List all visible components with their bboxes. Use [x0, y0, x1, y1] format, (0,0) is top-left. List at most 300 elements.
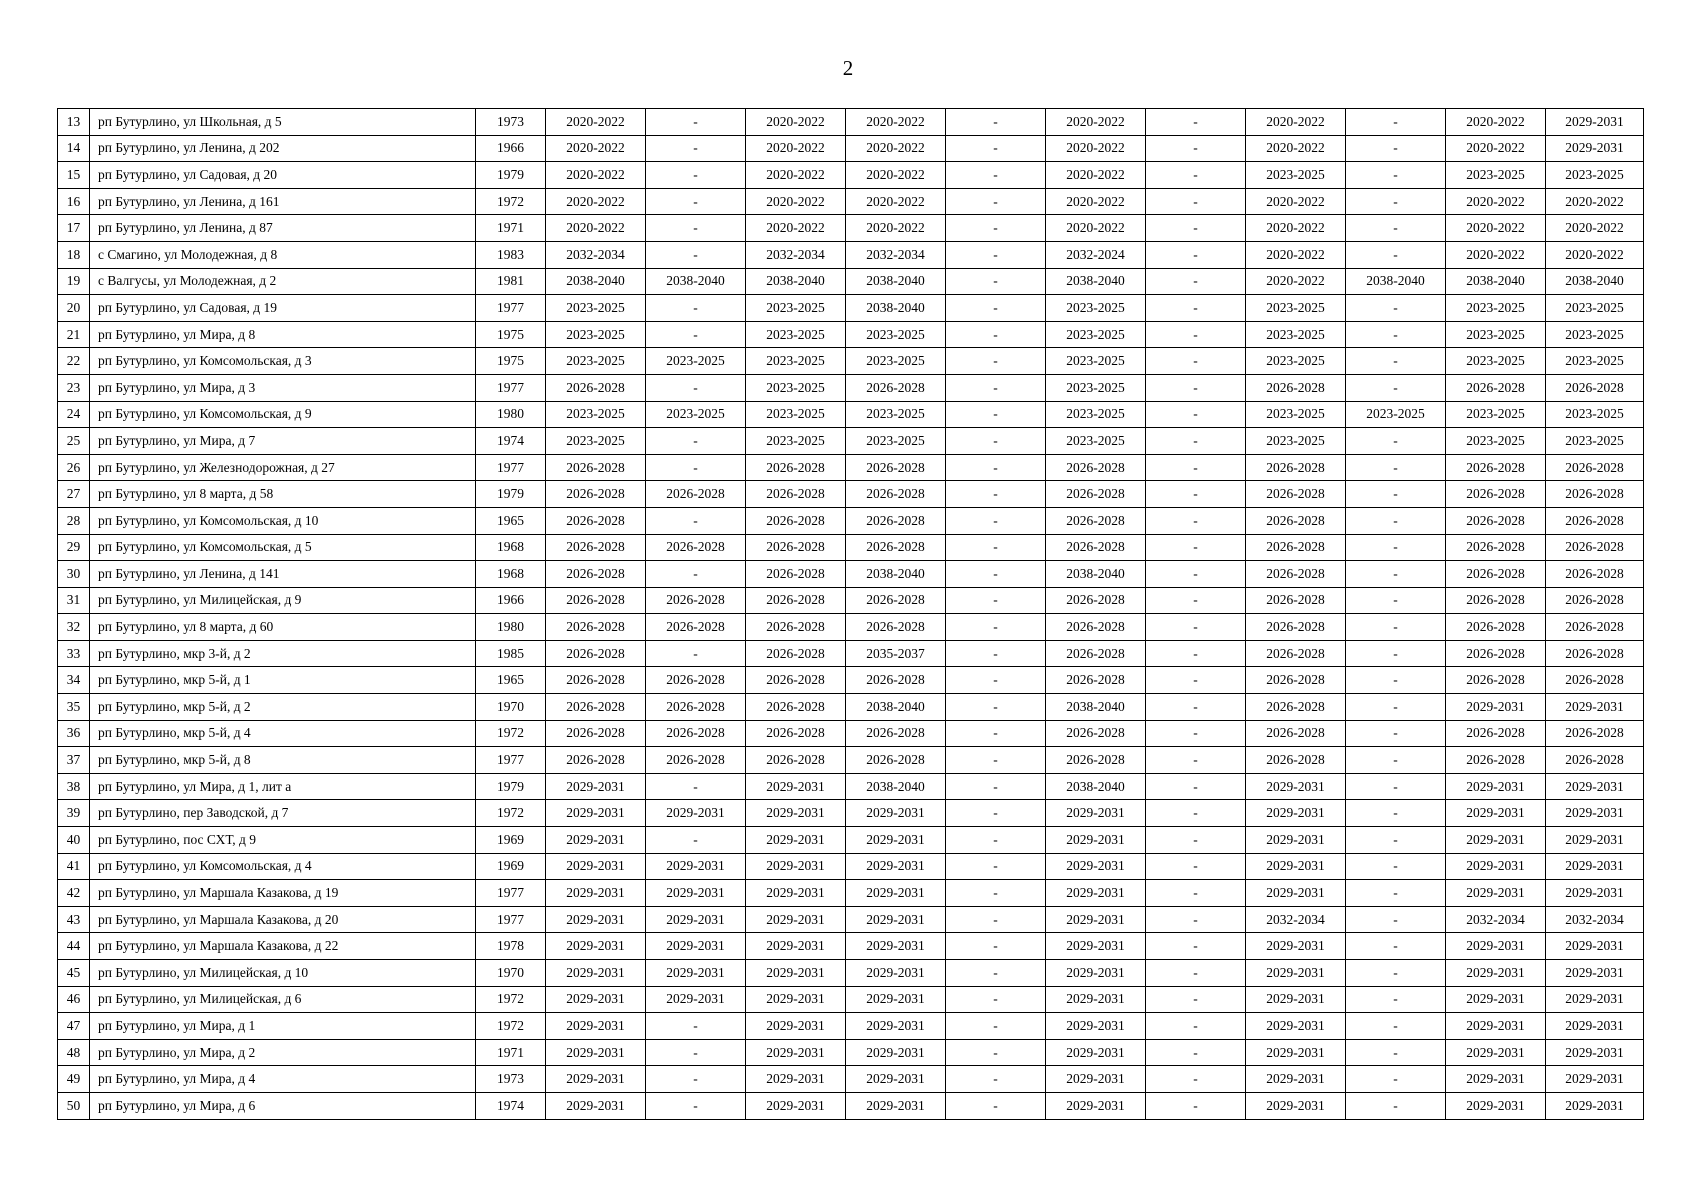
cell-year-built: 1969 [476, 853, 546, 880]
cell-period-11: 2023-2025 [1546, 401, 1644, 428]
cell-address: рп Бутурлино, ул Мира, д 1 [90, 1013, 476, 1040]
cell-period-1: 2029-2031 [546, 1066, 646, 1093]
cell-period-11: 2029-2031 [1546, 1092, 1644, 1119]
cell-period-10: 2038-2040 [1446, 268, 1546, 295]
cell-period-11: 2023-2025 [1546, 295, 1644, 322]
cell-period-7: - [1146, 986, 1246, 1013]
cell-period-8: 2032-2034 [1246, 906, 1346, 933]
cell-period-5: - [946, 481, 1046, 508]
cell-period-7: - [1146, 933, 1246, 960]
cell-period-8: 2023-2025 [1246, 295, 1346, 322]
cell-period-5: - [946, 1039, 1046, 1066]
cell-period-6: 2026-2028 [1046, 587, 1146, 614]
cell-period-2: 2026-2028 [646, 667, 746, 694]
cell-period-5: - [946, 109, 1046, 136]
cell-period-9: - [1346, 1039, 1446, 1066]
cell-period-1: 2020-2022 [546, 215, 646, 242]
cell-period-7: - [1146, 960, 1246, 987]
cell-period-3: 2029-2031 [746, 1092, 846, 1119]
cell-period-3: 2020-2022 [746, 135, 846, 162]
cell-period-7: - [1146, 454, 1246, 481]
cell-period-7: - [1146, 694, 1246, 721]
table-row [58, 241, 1644, 268]
cell-period-2: - [646, 640, 746, 667]
cell-period-5: - [946, 667, 1046, 694]
cell-period-9: - [1346, 933, 1446, 960]
cell-year-built: 1972 [476, 986, 546, 1013]
cell-row-number: 45 [58, 960, 90, 987]
cell-address: рп Бутурлино, ул Маршала Казакова, д 19 [90, 880, 476, 907]
cell-period-2: 2029-2031 [646, 800, 746, 827]
cell-period-2: - [646, 827, 746, 854]
cell-period-4: 2026-2028 [846, 667, 946, 694]
cell-row-number: 46 [58, 986, 90, 1013]
cell-period-5: - [946, 188, 1046, 215]
cell-period-1: 2026-2028 [546, 454, 646, 481]
cell-period-6: 2029-2031 [1046, 880, 1146, 907]
table-row [58, 986, 1644, 1013]
cell-period-1: 2026-2028 [546, 720, 646, 747]
cell-period-6: 2026-2028 [1046, 747, 1146, 774]
cell-period-6: 2029-2031 [1046, 1039, 1146, 1066]
cell-period-8: 2026-2028 [1246, 534, 1346, 561]
cell-row-number: 27 [58, 481, 90, 508]
cell-period-11: 2023-2025 [1546, 162, 1644, 189]
cell-row-number: 30 [58, 561, 90, 588]
cell-period-4: 2026-2028 [846, 720, 946, 747]
cell-period-10: 2026-2028 [1446, 640, 1546, 667]
cell-period-1: 2020-2022 [546, 135, 646, 162]
cell-period-1: 2026-2028 [546, 747, 646, 774]
cell-period-10: 2026-2028 [1446, 454, 1546, 481]
cell-period-1: 2020-2022 [546, 109, 646, 136]
cell-year-built: 1975 [476, 348, 546, 375]
cell-period-1: 2029-2031 [546, 853, 646, 880]
cell-period-9: - [1346, 162, 1446, 189]
cell-address: рп Бутурлино, мкр 5-й, д 4 [90, 720, 476, 747]
cell-year-built: 1968 [476, 534, 546, 561]
cell-row-number: 31 [58, 587, 90, 614]
cell-period-3: 2029-2031 [746, 1013, 846, 1040]
cell-period-9: - [1346, 295, 1446, 322]
cell-period-3: 2026-2028 [746, 454, 846, 481]
cell-row-number: 39 [58, 800, 90, 827]
cell-year-built: 1978 [476, 933, 546, 960]
cell-period-2: - [646, 428, 746, 455]
cell-row-number: 24 [58, 401, 90, 428]
cell-period-3: 2029-2031 [746, 986, 846, 1013]
cell-period-11: 2029-2031 [1546, 986, 1644, 1013]
cell-period-9: - [1346, 773, 1446, 800]
cell-period-10: 2020-2022 [1446, 241, 1546, 268]
cell-period-10: 2026-2028 [1446, 587, 1546, 614]
table-row [58, 587, 1644, 614]
cell-period-2: - [646, 321, 746, 348]
table-row [58, 428, 1644, 455]
cell-period-9: - [1346, 109, 1446, 136]
cell-period-4: 2038-2040 [846, 295, 946, 322]
cell-period-2: - [646, 109, 746, 136]
cell-period-11: 2023-2025 [1546, 428, 1644, 455]
cell-row-number: 18 [58, 241, 90, 268]
cell-period-5: - [946, 561, 1046, 588]
cell-period-1: 2026-2028 [546, 561, 646, 588]
cell-period-4: 2029-2031 [846, 986, 946, 1013]
cell-period-8: 2023-2025 [1246, 401, 1346, 428]
cell-period-10: 2026-2028 [1446, 720, 1546, 747]
cell-period-9: - [1346, 614, 1446, 641]
cell-period-6: 2023-2025 [1046, 321, 1146, 348]
cell-period-11: 2029-2031 [1546, 1013, 1644, 1040]
cell-period-4: 2029-2031 [846, 827, 946, 854]
cell-row-number: 26 [58, 454, 90, 481]
cell-period-11: 2026-2028 [1546, 640, 1644, 667]
cell-period-5: - [946, 268, 1046, 295]
cell-period-9: - [1346, 188, 1446, 215]
cell-period-5: - [946, 374, 1046, 401]
cell-period-2: - [646, 188, 746, 215]
cell-period-10: 2023-2025 [1446, 162, 1546, 189]
cell-period-11: 2026-2028 [1546, 747, 1644, 774]
cell-period-5: - [946, 587, 1046, 614]
cell-period-11: 2026-2028 [1546, 667, 1644, 694]
cell-period-8: 2026-2028 [1246, 720, 1346, 747]
cell-period-7: - [1146, 401, 1246, 428]
cell-period-11: 2029-2031 [1546, 853, 1644, 880]
cell-address: рп Бутурлино, ул Мира, д 6 [90, 1092, 476, 1119]
cell-period-8: 2029-2031 [1246, 1066, 1346, 1093]
cell-period-1: 2023-2025 [546, 401, 646, 428]
cell-period-7: - [1146, 827, 1246, 854]
cell-row-number: 23 [58, 374, 90, 401]
cell-period-2: - [646, 507, 746, 534]
cell-period-5: - [946, 906, 1046, 933]
cell-period-8: 2026-2028 [1246, 747, 1346, 774]
cell-year-built: 1985 [476, 640, 546, 667]
cell-period-5: - [946, 135, 1046, 162]
cell-period-6: 2029-2031 [1046, 986, 1146, 1013]
cell-period-2: 2029-2031 [646, 933, 746, 960]
cell-period-3: 2023-2025 [746, 374, 846, 401]
cell-period-3: 2038-2040 [746, 268, 846, 295]
cell-period-2: 2029-2031 [646, 960, 746, 987]
cell-period-6: 2020-2022 [1046, 109, 1146, 136]
cell-period-1: 2020-2022 [546, 188, 646, 215]
cell-period-2: - [646, 773, 746, 800]
cell-period-7: - [1146, 667, 1246, 694]
cell-period-2: 2026-2028 [646, 587, 746, 614]
cell-year-built: 1972 [476, 1013, 546, 1040]
cell-period-7: - [1146, 428, 1246, 455]
cell-period-4: 2026-2028 [846, 454, 946, 481]
cell-period-3: 2029-2031 [746, 880, 846, 907]
cell-period-6: 2026-2028 [1046, 507, 1146, 534]
cell-period-7: - [1146, 348, 1246, 375]
cell-period-3: 2026-2028 [746, 694, 846, 721]
cell-period-3: 2026-2028 [746, 587, 846, 614]
cell-period-10: 2026-2028 [1446, 374, 1546, 401]
cell-period-1: 2029-2031 [546, 1092, 646, 1119]
cell-address: рп Бутурлино, ул Ленина, д 87 [90, 215, 476, 242]
cell-row-number: 40 [58, 827, 90, 854]
cell-period-10: 2020-2022 [1446, 215, 1546, 242]
cell-period-2: 2026-2028 [646, 614, 746, 641]
cell-period-4: 2032-2034 [846, 241, 946, 268]
cell-period-3: 2029-2031 [746, 960, 846, 987]
cell-row-number: 35 [58, 694, 90, 721]
cell-period-6: 2023-2025 [1046, 374, 1146, 401]
cell-period-6: 2026-2028 [1046, 614, 1146, 641]
cell-period-7: - [1146, 773, 1246, 800]
cell-period-7: - [1146, 241, 1246, 268]
cell-period-4: 2029-2031 [846, 1092, 946, 1119]
cell-row-number: 32 [58, 614, 90, 641]
cell-period-3: 2029-2031 [746, 827, 846, 854]
cell-period-5: - [946, 1013, 1046, 1040]
cell-period-2: 2023-2025 [646, 401, 746, 428]
cell-period-10: 2023-2025 [1446, 295, 1546, 322]
cell-period-7: - [1146, 188, 1246, 215]
cell-period-1: 2023-2025 [546, 321, 646, 348]
cell-period-8: 2020-2022 [1246, 188, 1346, 215]
cell-period-4: 2029-2031 [846, 933, 946, 960]
cell-period-7: - [1146, 321, 1246, 348]
cell-period-9: - [1346, 880, 1446, 907]
cell-period-10: 2029-2031 [1446, 1013, 1546, 1040]
cell-year-built: 1965 [476, 507, 546, 534]
cell-period-8: 2020-2022 [1246, 215, 1346, 242]
cell-period-3: 2029-2031 [746, 906, 846, 933]
cell-row-number: 16 [58, 188, 90, 215]
cell-period-4: 2020-2022 [846, 135, 946, 162]
cell-row-number: 13 [58, 109, 90, 136]
cell-row-number: 15 [58, 162, 90, 189]
cell-period-6: 2038-2040 [1046, 773, 1146, 800]
cell-period-2: 2026-2028 [646, 694, 746, 721]
cell-period-6: 2026-2028 [1046, 640, 1146, 667]
cell-period-11: 2020-2022 [1546, 188, 1644, 215]
cell-period-3: 2029-2031 [746, 1039, 846, 1066]
cell-period-7: - [1146, 268, 1246, 295]
cell-address: рп Бутурлино, ул Садовая, д 19 [90, 295, 476, 322]
cell-period-4: 2029-2031 [846, 800, 946, 827]
cell-period-2: 2029-2031 [646, 906, 746, 933]
cell-period-2: - [646, 454, 746, 481]
cell-address: с Смагино, ул Молодежная, д 8 [90, 241, 476, 268]
cell-year-built: 1975 [476, 321, 546, 348]
cell-year-built: 1973 [476, 1066, 546, 1093]
cell-period-4: 2029-2031 [846, 1066, 946, 1093]
cell-period-10: 2029-2031 [1446, 1066, 1546, 1093]
cell-row-number: 14 [58, 135, 90, 162]
cell-period-5: - [946, 215, 1046, 242]
cell-period-8: 2026-2028 [1246, 374, 1346, 401]
table-row [58, 109, 1644, 136]
cell-period-1: 2023-2025 [546, 348, 646, 375]
cell-period-8: 2029-2031 [1246, 1039, 1346, 1066]
cell-period-3: 2029-2031 [746, 800, 846, 827]
table-row [58, 667, 1644, 694]
cell-period-3: 2023-2025 [746, 321, 846, 348]
cell-year-built: 1965 [476, 667, 546, 694]
cell-address: рп Бутурлино, ул Ленина, д 161 [90, 188, 476, 215]
cell-period-10: 2026-2028 [1446, 667, 1546, 694]
page-number: 2 [842, 56, 854, 80]
cell-period-4: 2023-2025 [846, 428, 946, 455]
cell-period-8: 2026-2028 [1246, 481, 1346, 508]
cell-period-11: 2020-2022 [1546, 241, 1644, 268]
cell-period-2: 2023-2025 [646, 348, 746, 375]
cell-period-4: 2026-2028 [846, 481, 946, 508]
cell-period-1: 2026-2028 [546, 667, 646, 694]
cell-year-built: 1979 [476, 481, 546, 508]
cell-period-5: - [946, 880, 1046, 907]
cell-period-5: - [946, 1066, 1046, 1093]
table-row [58, 1013, 1644, 1040]
cell-period-7: - [1146, 1039, 1246, 1066]
table-row [58, 348, 1644, 375]
cell-year-built: 1979 [476, 773, 546, 800]
cell-period-2: 2029-2031 [646, 880, 746, 907]
table-row [58, 827, 1644, 854]
cell-period-6: 2023-2025 [1046, 295, 1146, 322]
table-row [58, 481, 1644, 508]
cell-period-4: 2038-2040 [846, 561, 946, 588]
cell-period-3: 2026-2028 [746, 640, 846, 667]
cell-period-1: 2029-2031 [546, 986, 646, 1013]
cell-period-8: 2023-2025 [1246, 162, 1346, 189]
table-body [58, 109, 1644, 1120]
cell-period-1: 2026-2028 [546, 534, 646, 561]
cell-period-3: 2026-2028 [746, 481, 846, 508]
cell-period-4: 2038-2040 [846, 773, 946, 800]
cell-year-built: 1970 [476, 694, 546, 721]
cell-period-11: 2026-2028 [1546, 374, 1644, 401]
cell-period-1: 2026-2028 [546, 640, 646, 667]
table-row [58, 720, 1644, 747]
cell-period-9: 2023-2025 [1346, 401, 1446, 428]
cell-period-2: - [646, 241, 746, 268]
cell-period-11: 2029-2031 [1546, 827, 1644, 854]
table-row [58, 933, 1644, 960]
cell-period-8: 2020-2022 [1246, 268, 1346, 295]
cell-address: рп Бутурлино, пос СХТ, д 9 [90, 827, 476, 854]
cell-year-built: 1977 [476, 906, 546, 933]
table-row [58, 321, 1644, 348]
cell-period-5: - [946, 1092, 1046, 1119]
cell-period-7: - [1146, 1013, 1246, 1040]
table-row [58, 1092, 1644, 1119]
cell-period-10: 2023-2025 [1446, 428, 1546, 455]
cell-row-number: 25 [58, 428, 90, 455]
cell-period-2: 2026-2028 [646, 481, 746, 508]
cell-year-built: 1977 [476, 374, 546, 401]
table-row [58, 561, 1644, 588]
cell-period-8: 2026-2028 [1246, 587, 1346, 614]
cell-period-4: 2023-2025 [846, 348, 946, 375]
cell-row-number: 47 [58, 1013, 90, 1040]
cell-period-4: 2020-2022 [846, 188, 946, 215]
cell-period-11: 2032-2034 [1546, 906, 1644, 933]
cell-year-built: 1972 [476, 720, 546, 747]
cell-period-1: 2029-2031 [546, 1039, 646, 1066]
cell-period-3: 2029-2031 [746, 1066, 846, 1093]
cell-period-1: 2038-2040 [546, 268, 646, 295]
cell-period-6: 2029-2031 [1046, 827, 1146, 854]
cell-period-11: 2026-2028 [1546, 561, 1644, 588]
cell-period-10: 2026-2028 [1446, 614, 1546, 641]
cell-period-6: 2038-2040 [1046, 694, 1146, 721]
cell-period-8: 2026-2028 [1246, 454, 1346, 481]
cell-period-4: 2026-2028 [846, 747, 946, 774]
cell-period-7: - [1146, 534, 1246, 561]
cell-period-9: - [1346, 507, 1446, 534]
cell-address: рп Бутурлино, ул Мира, д 8 [90, 321, 476, 348]
cell-period-9: - [1346, 374, 1446, 401]
cell-period-9: - [1346, 587, 1446, 614]
table-row [58, 295, 1644, 322]
cell-period-11: 2029-2031 [1546, 960, 1644, 987]
cell-period-5: - [946, 295, 1046, 322]
cell-period-9: - [1346, 827, 1446, 854]
cell-period-4: 2029-2031 [846, 906, 946, 933]
table-row [58, 1039, 1644, 1066]
cell-period-2: - [646, 561, 746, 588]
cell-period-10: 2029-2031 [1446, 773, 1546, 800]
cell-period-4: 2029-2031 [846, 960, 946, 987]
cell-period-1: 2029-2031 [546, 933, 646, 960]
cell-period-2: - [646, 1092, 746, 1119]
cell-period-1: 2026-2028 [546, 374, 646, 401]
cell-period-6: 2029-2031 [1046, 853, 1146, 880]
cell-period-2: - [646, 295, 746, 322]
cell-period-7: - [1146, 906, 1246, 933]
cell-period-3: 2026-2028 [746, 561, 846, 588]
table-row [58, 853, 1644, 880]
table-row [58, 960, 1644, 987]
cell-period-3: 2023-2025 [746, 295, 846, 322]
cell-period-9: - [1346, 534, 1446, 561]
cell-address: рп Бутурлино, ул Мира, д 3 [90, 374, 476, 401]
table-row [58, 268, 1644, 295]
cell-row-number: 49 [58, 1066, 90, 1093]
table-row [58, 401, 1644, 428]
cell-row-number: 33 [58, 640, 90, 667]
cell-period-4: 2026-2028 [846, 507, 946, 534]
cell-period-7: - [1146, 640, 1246, 667]
cell-period-2: - [646, 215, 746, 242]
cell-period-10: 2026-2028 [1446, 534, 1546, 561]
cell-period-3: 2023-2025 [746, 401, 846, 428]
housing-schedule-table [57, 108, 1644, 1120]
cell-period-7: - [1146, 853, 1246, 880]
cell-period-4: 2029-2031 [846, 1013, 946, 1040]
cell-period-9: - [1346, 667, 1446, 694]
cell-address: рп Бутурлино, ул Комсомольская, д 3 [90, 348, 476, 375]
cell-period-10: 2026-2028 [1446, 561, 1546, 588]
cell-period-4: 2035-2037 [846, 640, 946, 667]
cell-period-6: 2029-2031 [1046, 800, 1146, 827]
table-row [58, 747, 1644, 774]
cell-period-9: - [1346, 986, 1446, 1013]
cell-period-6: 2023-2025 [1046, 348, 1146, 375]
cell-period-1: 2023-2025 [546, 295, 646, 322]
cell-period-11: 2026-2028 [1546, 614, 1644, 641]
cell-period-4: 2023-2025 [846, 401, 946, 428]
cell-row-number: 21 [58, 321, 90, 348]
cell-period-4: 2029-2031 [846, 880, 946, 907]
cell-period-10: 2026-2028 [1446, 507, 1546, 534]
